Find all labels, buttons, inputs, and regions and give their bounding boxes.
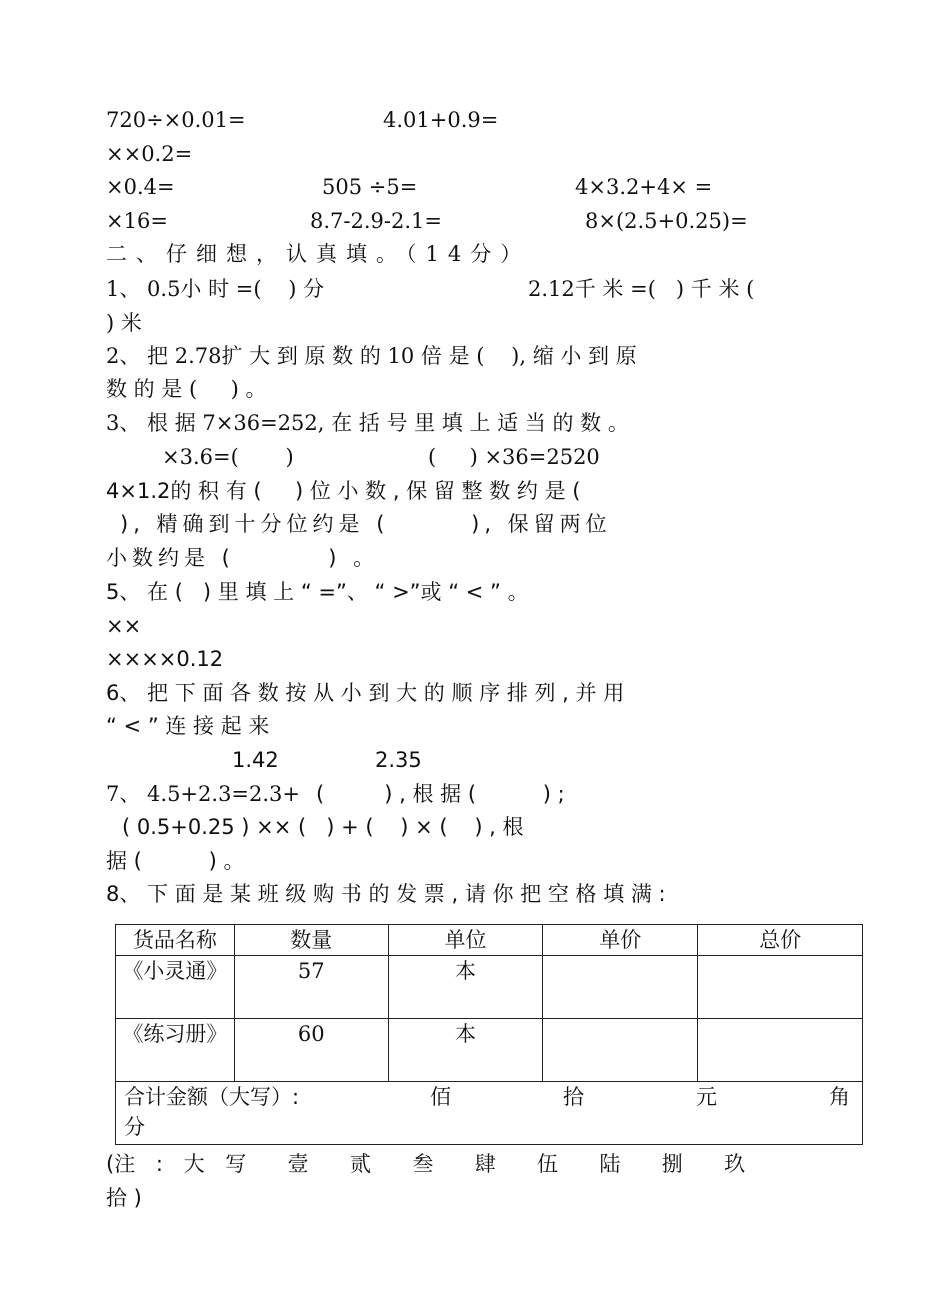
calc-times-0-2: ××0.2=	[106, 142, 193, 166]
q8-line: 8、 下 面 是 某 班 级 购 书 的 发 票 , 请 你 把 空 格 填 满 :	[106, 882, 666, 906]
quantity-cell: 57	[234, 956, 388, 1019]
q1-part-c: ) 米	[106, 311, 142, 335]
total-amount-line	[116, 1082, 862, 1112]
q3-part-b: ( ) ×36=2520	[428, 445, 600, 469]
q2-line-1: 2、 把 2.78扩 大 到 原 数 的 10 倍 是 ( ), 缩 小 到 原	[106, 344, 637, 368]
q3-line-1: 3、 根 据 7×36=252, 在 括 号 里 填 上 适 当 的 数 。	[106, 411, 629, 435]
invoice-total-row	[116, 1082, 863, 1145]
invoice-table	[115, 924, 863, 1145]
table-row	[116, 956, 863, 1019]
unit-price-cell[interactable]	[543, 956, 698, 1019]
unit-yuan: 元	[696, 1085, 717, 1109]
calc-720: 720÷×0.01=	[106, 108, 246, 132]
calc-505: 505 ÷5=	[322, 175, 418, 199]
header-unit: 单位	[388, 925, 543, 956]
unit-jiao: 角	[829, 1085, 850, 1109]
unit-tens: 拾	[563, 1085, 584, 1109]
q3-part-a: ×3.6=( )	[162, 445, 294, 469]
note-line-1: (注 : 大 写 壹 贰 叁 肆 伍 陆 捌 玖	[106, 1152, 746, 1176]
unit-cell: 本	[388, 1019, 543, 1082]
q1-part-a: 1、 0.5小 时 =( ) 分	[106, 277, 325, 301]
q6-number-2: 2.35	[375, 748, 422, 772]
section-heading: 二、仔细想，认真填。（14分）	[106, 242, 531, 266]
item-name-cell: 《小灵通》	[116, 956, 235, 1019]
unit-cell: 本	[388, 956, 543, 1019]
unit-hundreds: 佰	[430, 1085, 451, 1109]
total-amount-label: 合计金额（大写）:	[124, 1085, 300, 1109]
note-line-2: 拾 )	[106, 1186, 142, 1210]
calc-8-7: 8.7-2.9-2.1=	[310, 209, 442, 233]
header-item-name: 货品名称	[116, 925, 235, 956]
q1-part-b: 2.12千 米 =( ) 千 米 (	[528, 277, 755, 301]
q5-line-2: ××	[106, 614, 142, 638]
total-price-cell[interactable]	[698, 956, 863, 1019]
total-units	[430, 1082, 850, 1112]
q6-line-2: “ < ” 连 接 起 来	[106, 714, 270, 738]
q4-line-3: 小数约是 ( ) 。	[106, 546, 380, 570]
quantity-cell: 60	[234, 1019, 388, 1082]
table-row	[116, 1019, 863, 1082]
q4-line-1: 4×1.2的 积 有 ( ) 位 小 数 , 保 留 整 数 约 是 (	[106, 479, 581, 503]
total-amount-cell	[116, 1082, 863, 1145]
q7-line-3: 据 ( ) 。	[106, 849, 245, 873]
calc-times-16: ×16=	[106, 209, 168, 233]
header-quantity: 数量	[234, 925, 388, 956]
q5-line-1: 5、 在 ( ) 里 填 上 “ =”、 “ >”或 “ < ” 。	[106, 580, 529, 604]
calc-times-0-4: ×0.4=	[106, 175, 175, 199]
unit-price-cell[interactable]	[543, 1019, 698, 1082]
q6-number-1: 1.42	[232, 748, 279, 772]
calc-8x: 8×(2.5+0.25)=	[585, 209, 748, 233]
q7-line-2: ( 0.5+0.25 ) ×× ( ) + ( ) × ( ) , 根	[122, 815, 524, 839]
q5-line-3: ××××0.12	[106, 647, 224, 671]
q4-line-2: ), 精确到十分位约是 ( ), 保留两位	[120, 512, 612, 536]
header-total-price: 总价	[698, 925, 863, 956]
calc-4-01: 4.01+0.9=	[383, 108, 499, 132]
calc-4x3-2: 4×3.2+4× =	[575, 175, 713, 199]
q6-line-1: 6、 把 下 面 各 数 按 从 小 到 大 的 顺 序 排 列 , 并 用	[106, 681, 625, 705]
header-unit-price: 单价	[543, 925, 698, 956]
q7-line-1b: ( ) , 根 据 ( ) ;	[316, 782, 565, 806]
invoice-header-row	[116, 925, 863, 956]
unit-fen: 分	[124, 1115, 145, 1139]
total-price-cell[interactable]	[698, 1019, 863, 1082]
q7-line-1a: 7、 4.5+2.3=2.3+	[106, 782, 301, 806]
item-name-cell: 《练习册》	[116, 1019, 235, 1082]
q2-line-2: 数 的 是 ( ) 。	[106, 377, 267, 401]
